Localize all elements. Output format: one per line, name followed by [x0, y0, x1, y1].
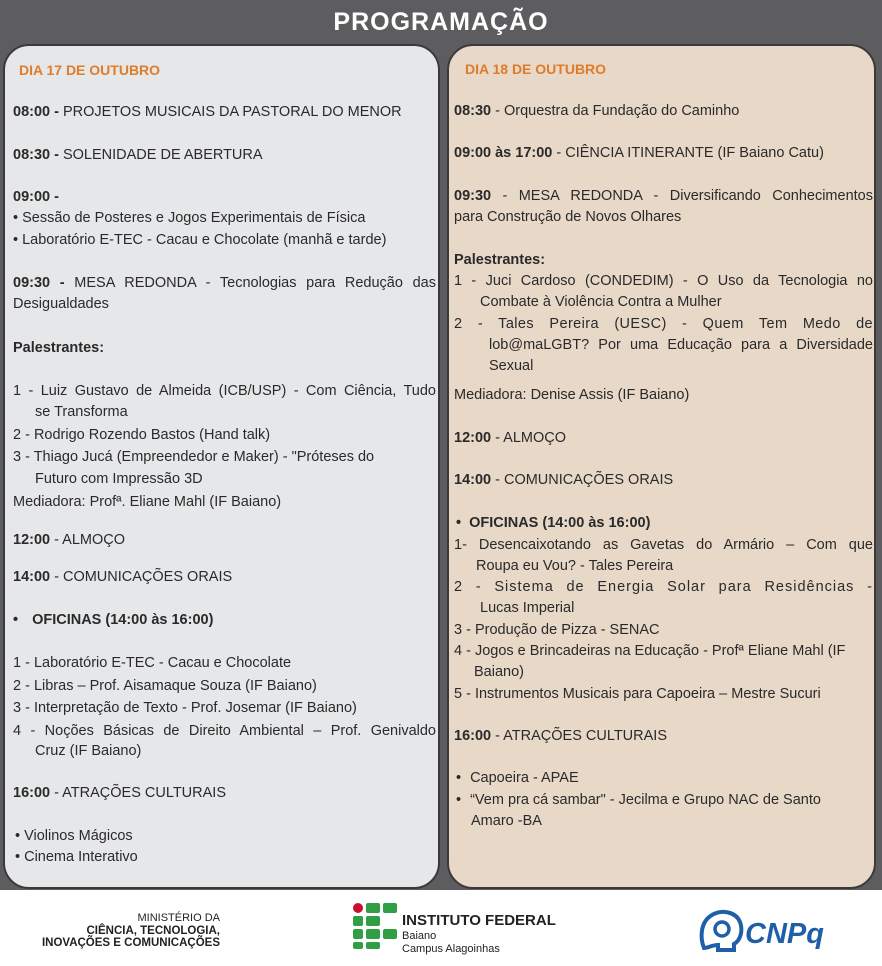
schedule-item: 09:30 - MESA REDONDA - Diversificando Conhecimentos	[454, 188, 873, 204]
workshop-item: 5 - Instrumentos Musicais para Capoeira – Mestre Sucuri	[454, 686, 821, 702]
cnpq-text: CNPq	[745, 918, 824, 950]
workshop-item: 3 - Produção de Pizza - SENAC	[454, 622, 660, 638]
cultural-item: • “Vem pra cá sambar" - Jecilma e Grupo NAC de Santo	[456, 792, 821, 808]
workshop-item: 3 - Interpretação de Texto - Prof. Josemar (IF Baiano)	[13, 700, 357, 716]
schedule-item: 16:00 - ATRAÇÕES CULTURAIS	[13, 785, 226, 801]
workshop-item: 1- Desencaixotando as Gavetas do Armário – Com que	[454, 537, 873, 553]
schedule-item: 08:00 - PROJETOS MUSICAIS DA PASTORAL DO MENOR	[13, 104, 402, 120]
day2-heading: DIA 18 DE OUTUBRO	[465, 61, 607, 77]
speaker-item: Combate à Violência Contra a Mulher	[480, 294, 722, 310]
schedule-item: 08:30 - Orquestra da Fundação do Caminho	[454, 103, 740, 119]
workshop-item: 1 - Laboratório E-TEC - Cacau e Chocolate	[13, 655, 292, 671]
speaker-item: 2 - Rodrigo Rozendo Bastos (Hand talk)	[13, 427, 271, 443]
day1-heading: DIA 17 DE OUTUBRO	[19, 62, 161, 78]
schedule-item: 14:00 - COMUNICAÇÕES ORAIS	[13, 569, 233, 585]
workshop-item: Cruz (IF Baiano)	[35, 743, 142, 759]
moderator: Mediadora: Denise Assis (IF Baiano)	[454, 387, 690, 403]
if-baiano-text: INSTITUTO FEDERAL Baiano Campus Alagoinhas	[402, 912, 556, 955]
speaker-item: 1 - Luiz Gustavo de Almeida (ICB/USP) - Com Ciência, Tudo	[13, 383, 436, 399]
schedule-subitem: • Laboratório E-TEC - Cacau e Chocolate (manhã e tarde)	[13, 232, 387, 248]
speakers-heading: Palestrantes:	[454, 252, 546, 268]
mctic-logo: MINISTÉRIO DA CIÊNCIA, TECNOLOGIA, INOVAÇÕES E COMUNICAÇÕES	[41, 912, 220, 949]
schedule-item: 09:30 - MESA REDONDA - Tecnologias para Redução das	[13, 275, 436, 291]
schedule-item: 09:00 -	[13, 189, 59, 205]
schedule-text: para Construção de Novos Olhares	[454, 209, 682, 225]
schedule-text: Desigualdades	[13, 296, 109, 312]
cnpq-logo	[698, 908, 848, 952]
cultural-item: Amaro -BA	[471, 813, 542, 829]
schedule-item: 09:00 às 17:00 - CIÊNCIA ITINERANTE (IF Baiano Catu)	[454, 145, 824, 161]
workshops-heading: • OFICINAS (14:00 às 16:00)	[456, 515, 651, 531]
day2-panel	[447, 44, 876, 889]
page-title: PROGRAMAÇÃO	[333, 8, 549, 36]
workshop-item: Roupa eu Vou? - Tales Pereira	[476, 558, 674, 574]
speaker-item: Futuro com Impressão 3D	[35, 471, 203, 487]
schedule-item: 12:00 - ALMOÇO	[13, 532, 126, 548]
schedule-item: 16:00 - ATRAÇÕES CULTURAIS	[454, 728, 667, 744]
workshops-heading: • OFICINAS (14:00 às 16:00)	[13, 612, 214, 628]
schedule-item: 08:30 - SOLENIDADE DE ABERTURA	[13, 147, 263, 163]
cultural-item: • Violinos Mágicos	[15, 828, 133, 844]
schedule-subitem: • Sessão de Posteres e Jogos Experimentais de Física	[13, 210, 366, 226]
speaker-item: se Transforma	[35, 404, 128, 420]
workshop-item: Baiano)	[474, 664, 524, 680]
cultural-item: • Cinema Interativo	[15, 849, 138, 865]
speaker-item: Sexual	[489, 358, 534, 374]
workshop-item: 4 - Jogos e Brincadeiras na Educação - Profª Eliane Mahl (IF	[454, 643, 846, 659]
cultural-item: • Capoeira - APAE	[456, 770, 579, 786]
schedule-item: 12:00 - ALMOÇO	[454, 430, 567, 446]
workshop-item: 2 - Sistema de Energia Solar para Residências -	[454, 579, 873, 595]
speaker-item: 1 - Juci Cardoso (CONDEDIM) - O Uso da Tecnologia no	[454, 273, 873, 289]
workshop-item: Lucas Imperial	[480, 600, 575, 616]
workshop-item: 4 - Noções Básicas de Direito Ambiental – Prof. Genivaldo	[13, 723, 436, 739]
if-baiano-logo-icon	[352, 902, 400, 950]
speaker-item: 2 - Tales Pereira (UESC) - Quem Tem Medo de	[454, 316, 873, 332]
speaker-item: lob@maLGBT? Por uma Educação para a Diversidade	[489, 337, 873, 353]
speakers-heading: Palestrantes:	[13, 340, 105, 356]
moderator: Mediadora: Profª. Eliane Mahl (IF Baiano)	[13, 494, 282, 510]
cnpq-head-icon	[702, 912, 742, 950]
speaker-item: 3 - Thiago Jucá (Empreendedor e Maker) - "Próteses do	[13, 449, 375, 465]
footer	[0, 890, 882, 966]
schedule-item: 14:00 - COMUNICAÇÕES ORAIS	[454, 472, 674, 488]
workshop-item: 2 - Libras – Prof. Aisamaque Souza (IF Baiano)	[13, 678, 317, 694]
